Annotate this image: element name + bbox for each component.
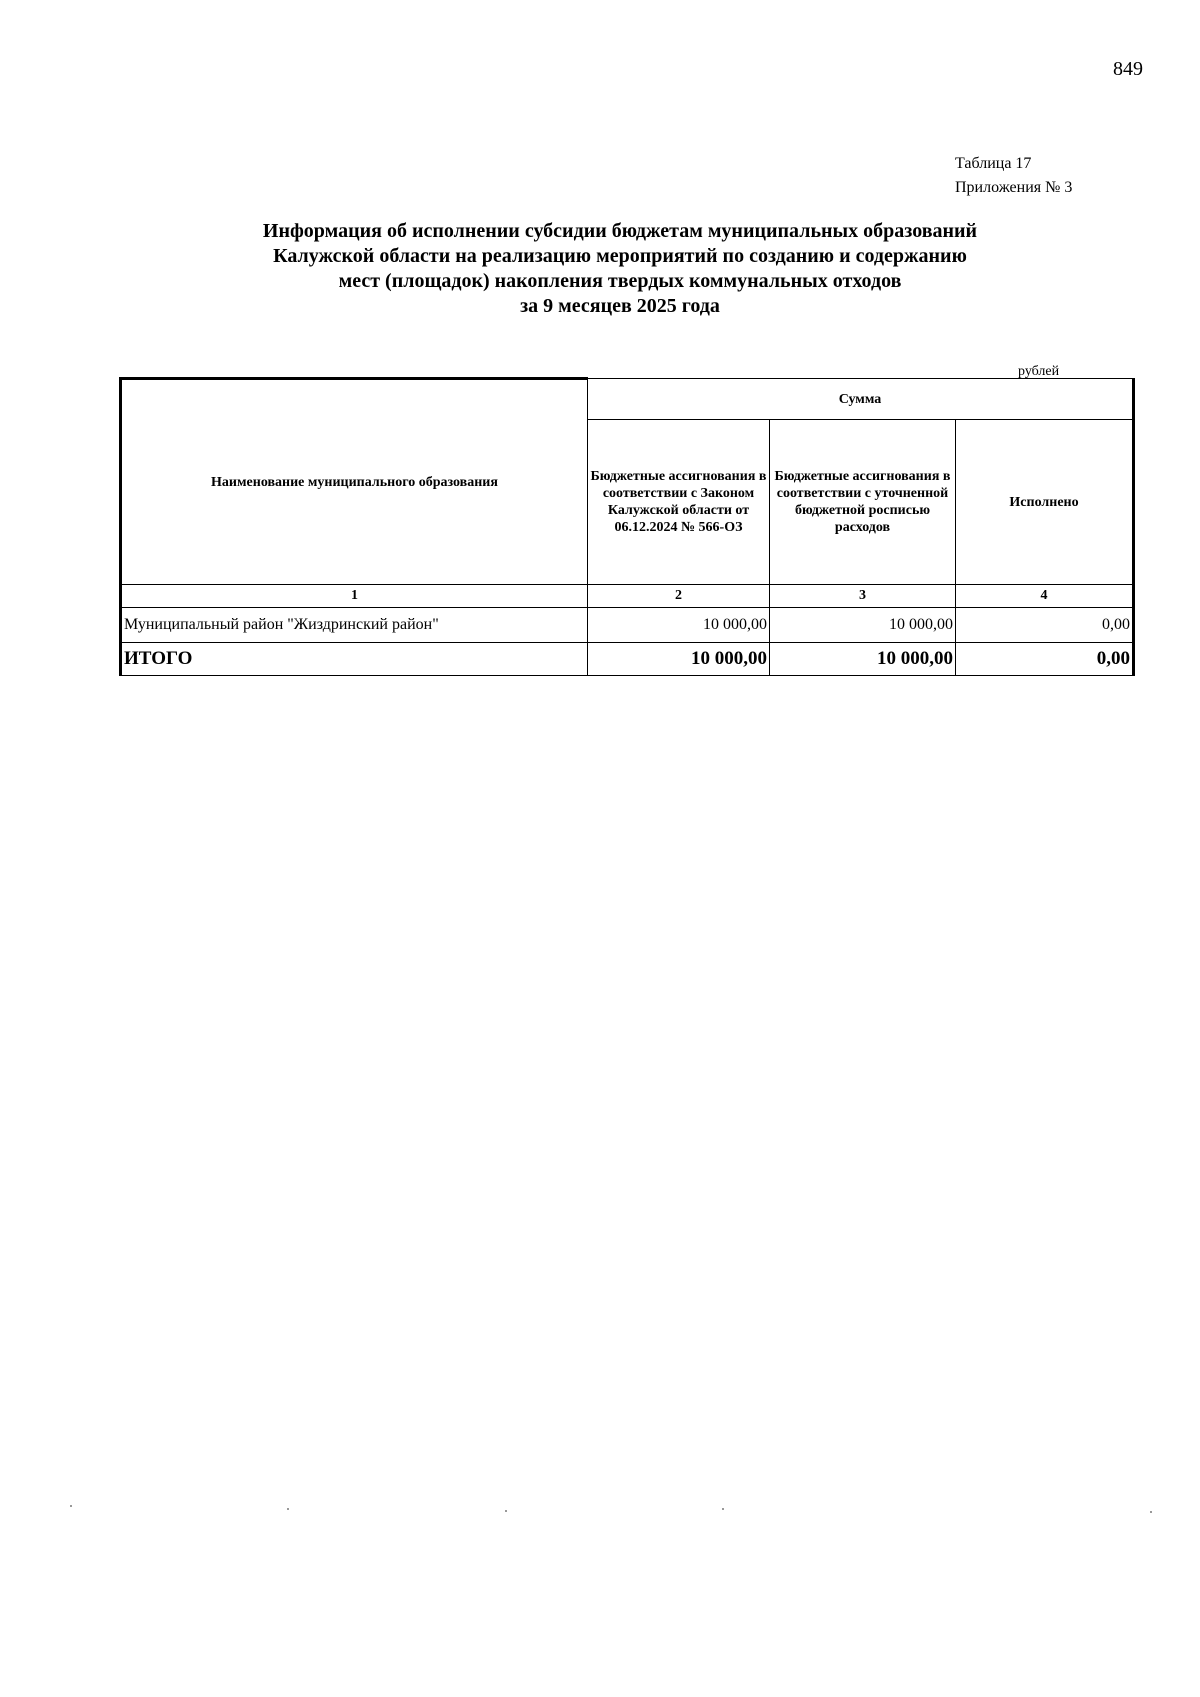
row-col3-value: 10 000,00 xyxy=(770,608,956,643)
total-col3-value: 10 000,00 xyxy=(770,643,956,676)
total-row xyxy=(121,643,1134,676)
document-title xyxy=(160,219,1080,319)
column-number-2: 2 xyxy=(588,585,770,608)
page-number: 849 xyxy=(1113,58,1143,80)
title-line-4: за 9 месяцев 2025 года xyxy=(520,295,720,317)
subsidy-table xyxy=(119,377,1135,676)
header-municipality-name: Наименование муниципального образования xyxy=(121,379,588,585)
scan-artifact xyxy=(1150,1511,1152,1513)
column-number-3: 3 xyxy=(770,585,956,608)
column-number-1: 1 xyxy=(121,585,588,608)
row-col2-value: 10 000,00 xyxy=(588,608,770,643)
row-col4-value: 0,00 xyxy=(956,608,1134,643)
title-line-1: Информация об исполнении субсидии бюджетам муниципальных образований xyxy=(262,220,978,242)
title-line-3: мест (площадок) накопления твердых коммунальных отходов xyxy=(338,270,902,292)
scan-artifact xyxy=(70,1505,72,1507)
scan-artifact xyxy=(505,1510,507,1512)
units-label: рублей xyxy=(1018,364,1060,379)
header-col3: Бюджетные ассигнования в соответствии с уточненной бюджетной росписью расходов xyxy=(770,420,956,585)
row-municipality-name: Муниципальный район "Жиздринский район" xyxy=(121,608,588,643)
scan-artifact xyxy=(287,1508,289,1510)
column-number-4: 4 xyxy=(956,585,1134,608)
table-reference xyxy=(955,152,1072,200)
title-line-2: Калужской области на реализацию мероприятий по созданию и содержанию xyxy=(273,245,967,267)
scan-artifact xyxy=(722,1508,724,1510)
total-col4-value: 0,00 xyxy=(956,643,1134,676)
appendix-number: Приложения № 3 xyxy=(955,179,1073,196)
header-col4: Исполнено xyxy=(956,420,1134,585)
header-sum: Сумма xyxy=(588,379,1134,420)
header-col2: Бюджетные ассигнования в соответствии с Законом Калужской области от 06.12.2024 № 566-ОЗ xyxy=(588,420,770,585)
total-col2-value: 10 000,00 xyxy=(588,643,770,676)
table-number: Таблица 17 xyxy=(955,155,1032,172)
table-row xyxy=(121,608,1134,643)
total-label: ИТОГО xyxy=(121,643,588,676)
